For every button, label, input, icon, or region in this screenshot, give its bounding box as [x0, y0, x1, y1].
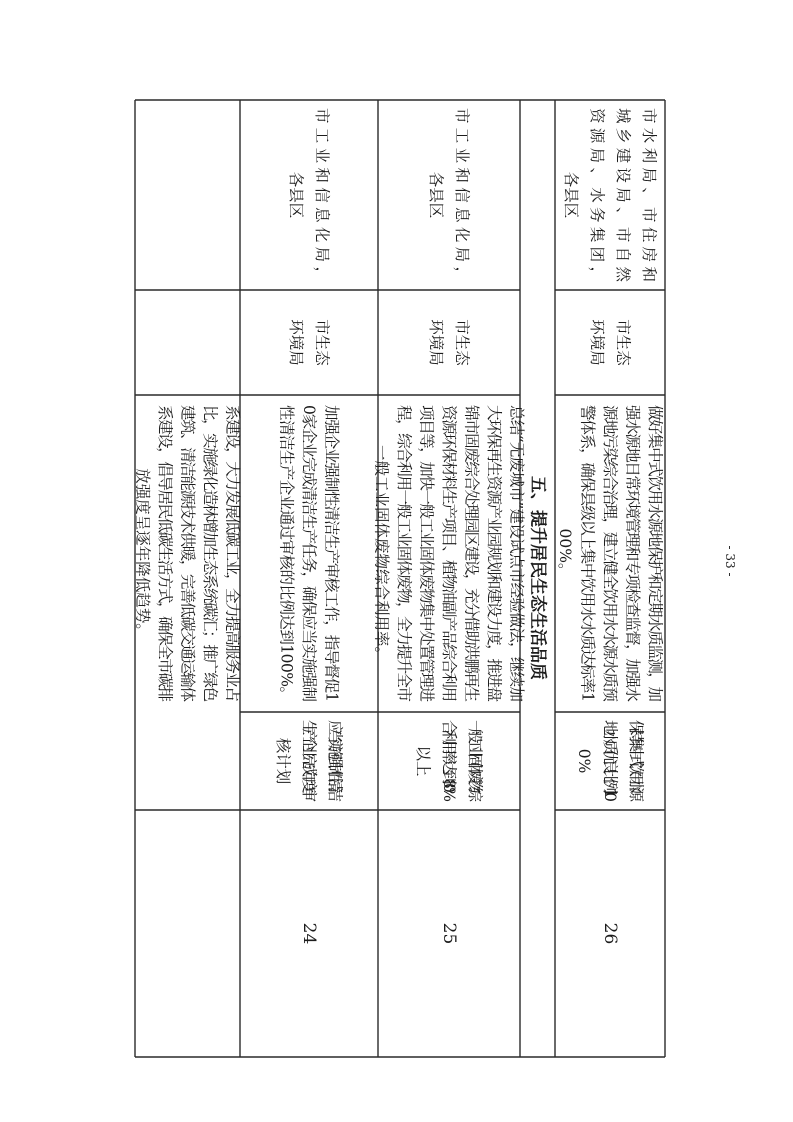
no-text-line: 25 [439, 922, 459, 945]
lead-text-line: 市生态 [453, 319, 471, 366]
lead-text-line: 市生态 [313, 319, 331, 366]
target-text-line: 以上 [414, 745, 432, 777]
page-number-label: - 33 - [723, 545, 737, 577]
measure-text-line: 比，实施绿化造林增加生态系统碳汇；推广绿色 [201, 405, 219, 702]
target-text-line: 保持集中式饮用水源 [627, 720, 645, 802]
lead-text-line: 环境局 [427, 319, 445, 366]
page-number [723, 545, 737, 576]
measure-text-line: 程，综合利用一般工业固体废物，全力提升全市 [395, 405, 413, 702]
cooperate-text-line: 各县区 [427, 171, 445, 219]
measure-text-line: 源地污染综合治理，建立健全饮用水水源水质预 [601, 405, 619, 702]
no-text-line: 24 [299, 922, 319, 945]
measure-text-line: 系建设，大力发展低碳工业，全力提高服务业占 [223, 405, 242, 702]
measure-text-line: 总结“无废城市”建设试点市经验做法，继续加 [507, 405, 526, 702]
target-text-line: 一般工业固体废物综 [466, 720, 484, 802]
target-text-line: 地水质优良比例10 [601, 720, 619, 802]
no-text-line: 26 [600, 922, 620, 945]
cooperate-text-line: 市水利局、市住房和 [640, 108, 658, 282]
measure-text-line: 大环保再生资源产业园规划和建设力度，推进盘 [485, 405, 503, 702]
target-text-line: 核计划 [274, 737, 292, 785]
target-text-line: 合利用率达到80% [440, 720, 458, 802]
measure-text-line: 资源环保材料生产项目、植物油副产品综合利用 [440, 405, 458, 702]
target-text-line: 0% [575, 748, 593, 774]
cooperate-text-line: 资源局、水务集团， [588, 108, 606, 282]
measure-text-line: 放强度呈逐年降低趋势。 [133, 468, 152, 639]
cooperate-text-line: 市工业和信息化局， [453, 108, 471, 282]
measure-text-line: 强水源地日常环境管理和专项检查监督，加强水 [623, 405, 642, 702]
measure-text-line: 项目等，加快一般工业固体废物集中处置管理进 [417, 405, 436, 702]
cooperate-text-line: 各县区 [562, 171, 580, 219]
measure-text-line: 锦市固废综合处理园区建设，充分借助洪鹏再生 [462, 405, 481, 702]
measure-text-line: 建筑、清洁能源技术供暖，完善低碳交通运输体 [178, 405, 197, 702]
lead-text-line: 环境局 [588, 319, 606, 366]
section-heading: 五、提升居民生态生活品质 [527, 476, 548, 680]
measure-text-line: 性清洁生产企业通过审核的比例达到100%。 [277, 405, 296, 702]
cooperate-text-line: 城乡建设局、市自然 [614, 108, 632, 282]
lead-text-line: 市生态 [614, 319, 632, 366]
target-text-line: 生产企业完成年度审 [300, 720, 318, 802]
measure-text-line: 警体系，确保县级以上集中饮用水水质达标率1 [578, 405, 597, 702]
target-text-line: 应当实施强制性清洁 [326, 720, 344, 802]
measure-text-line: 做好集中式饮用水源地保护和定期水质监测，加 [646, 405, 664, 702]
cooperate-text-line: 各县区 [287, 171, 305, 219]
measure-text-line: 加强企业强制性清洁生产审核工作，指导督促1 [322, 405, 341, 702]
measure-text-line: 一般工业固体废物综合利用率。 [372, 444, 391, 663]
cooperate-text-line: 市工业和信息化局， [313, 108, 331, 282]
measure-text-line: 0家企业完成清洁生产任务，确保应当实施强制 [300, 405, 318, 702]
measure-text-line: 系建设，倡导居民低碳生活方式，确保全市碳排 [156, 405, 174, 702]
lead-text-line: 环境局 [287, 319, 305, 366]
table-text-layer [134, 108, 666, 944]
measure-text-line: 00%。 [556, 528, 574, 579]
